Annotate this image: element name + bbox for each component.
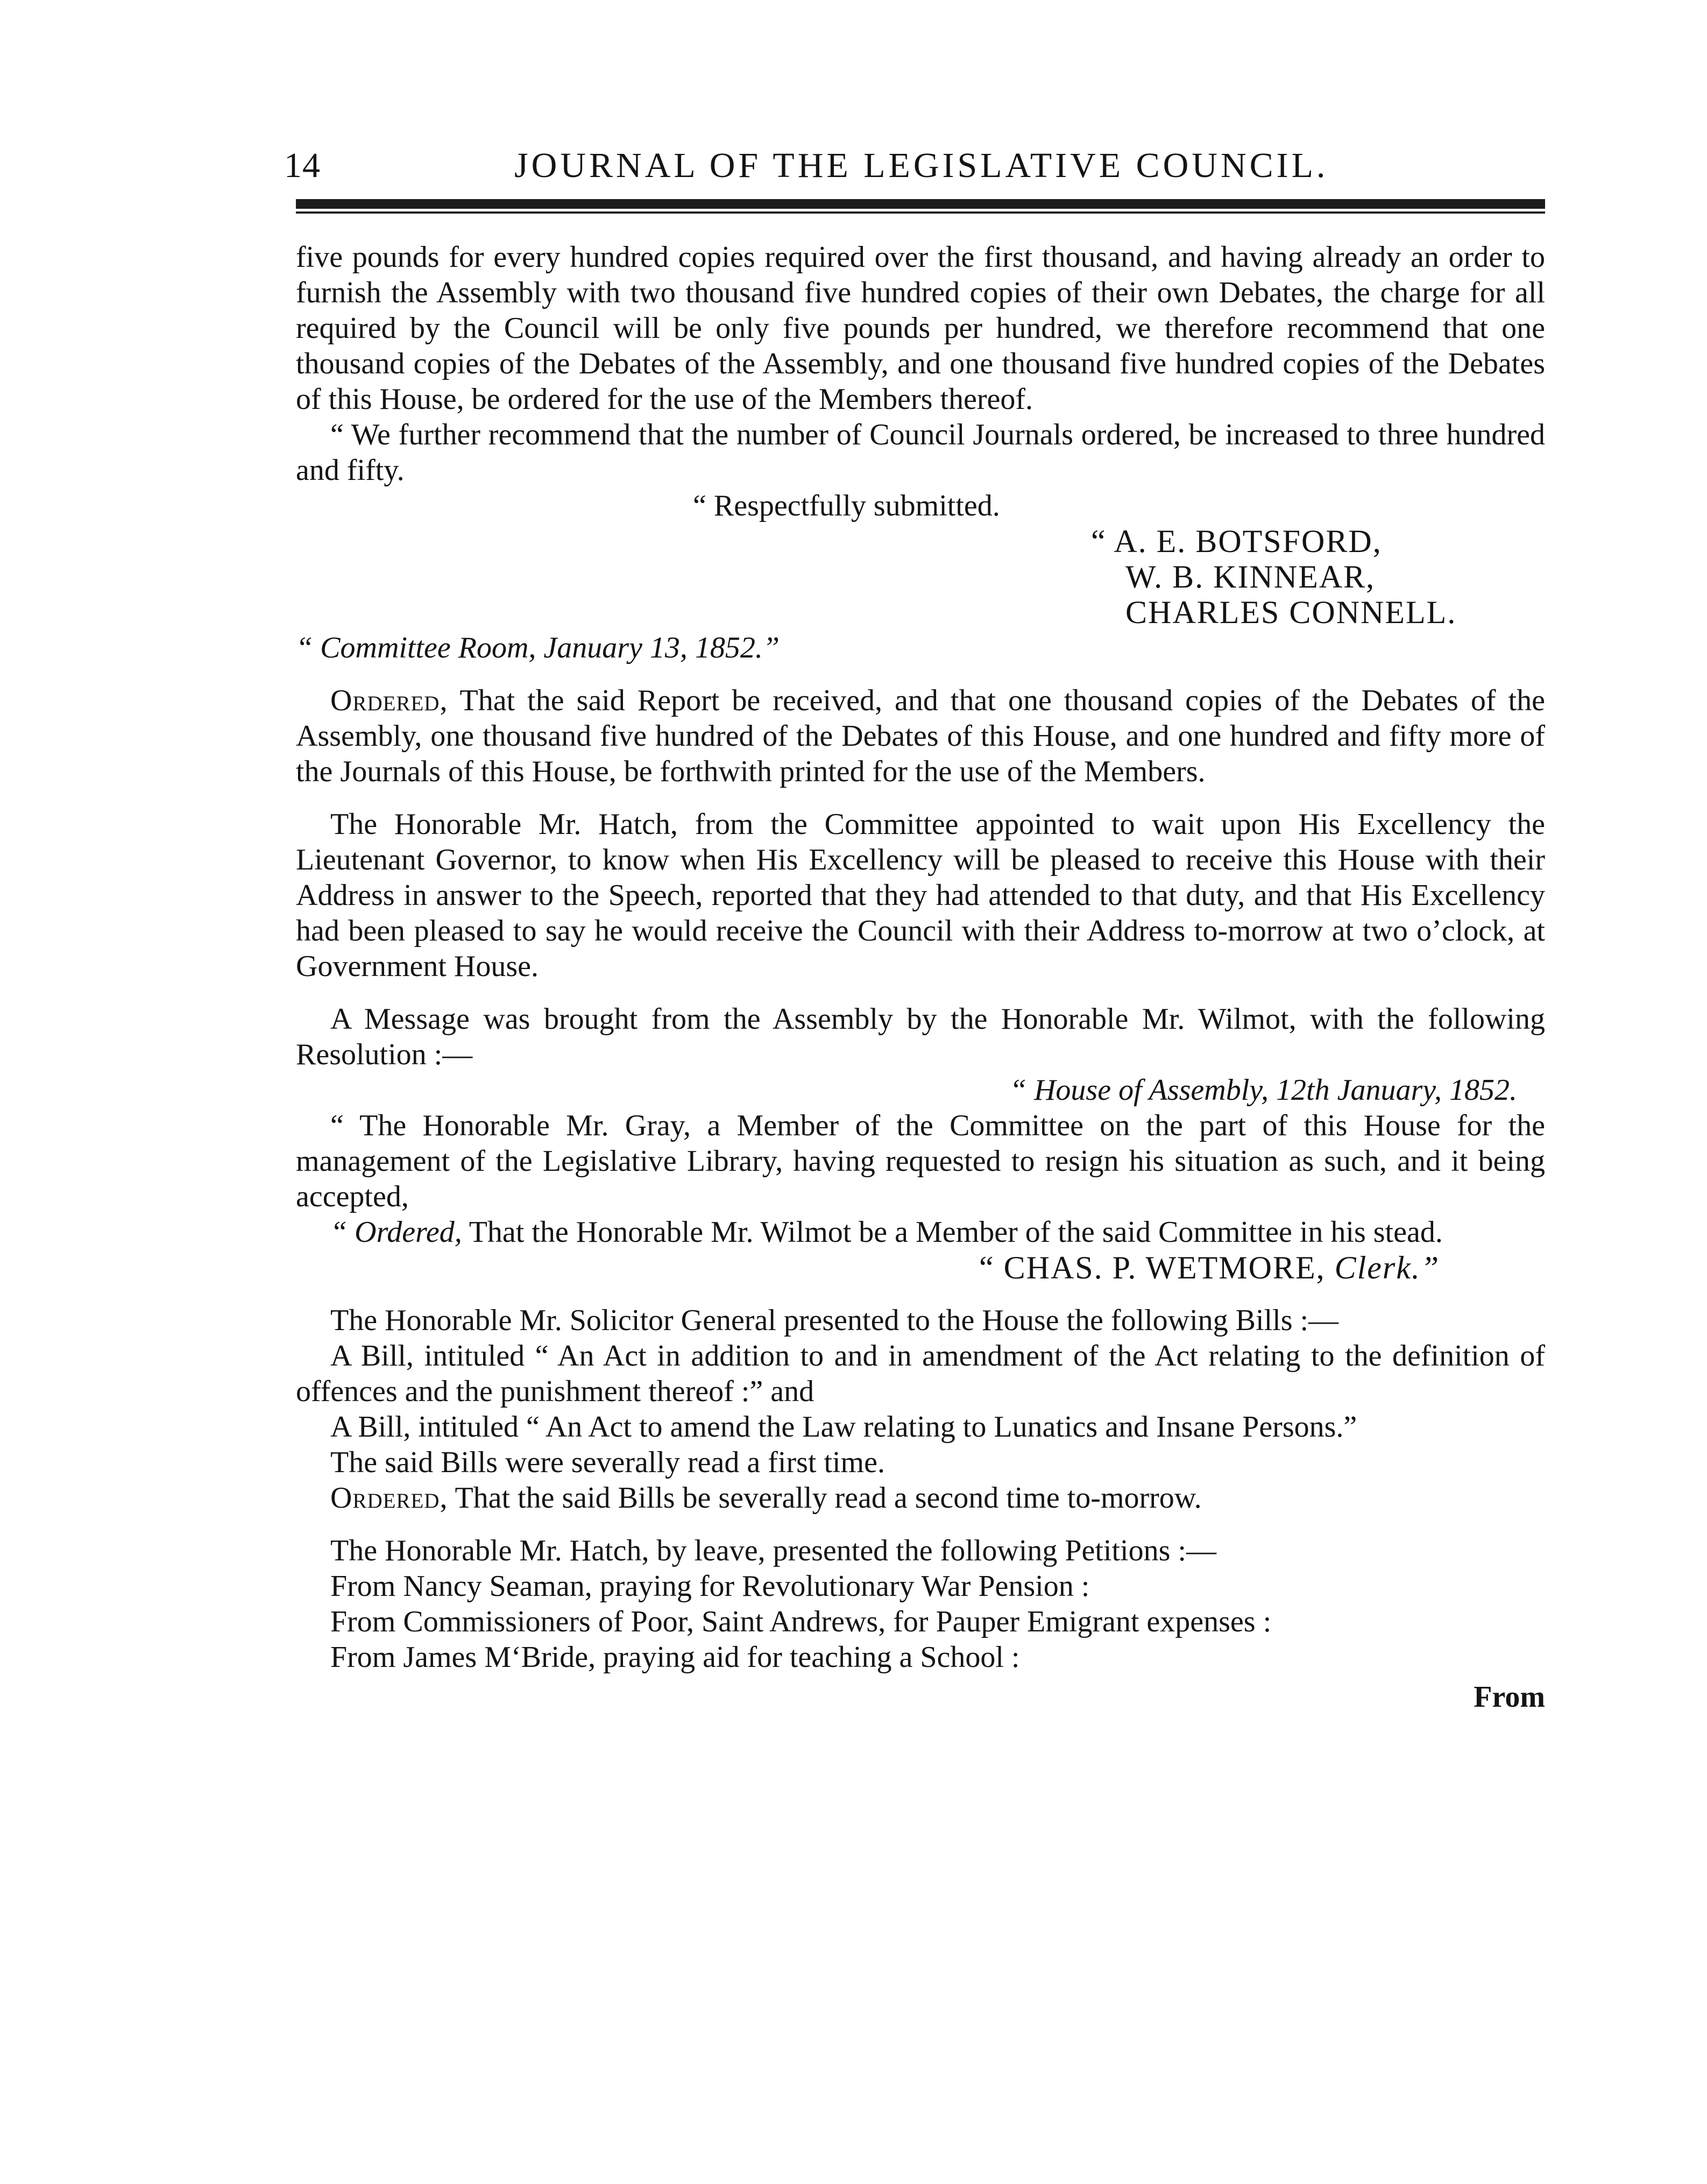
paragraph-ordered-second-reading: [296, 1480, 1545, 1516]
running-title: JOURNAL OF THE LEGISLATIVE COUNCIL.: [514, 146, 1329, 185]
house-of-assembly-date: “ House of Assembly, 12th January, 1852.: [1009, 1073, 1517, 1107]
committee-room-date: “ Committee Room, January 13, 1852.”: [296, 631, 780, 665]
paragraph-message-assembly: A Message was brought from the Assembly by the Honorable Mr. Wilmot, with the following Resolution :—: [296, 1002, 1545, 1071]
signatory-connell: CHARLES CONNELL.: [1125, 595, 1457, 630]
respectfully-submitted: “ Respectfully submitted.: [693, 489, 1000, 522]
paragraph-solicitor-general: The Honorable Mr. Solicitor General presented to the House the following Bills :—: [330, 1304, 1339, 1337]
catchword: From: [1474, 1680, 1545, 1714]
clerk-name: “ CHAS. P. WETMORE,: [979, 1250, 1326, 1285]
signatories-block: [296, 524, 1545, 630]
page-number: 14: [284, 146, 321, 185]
paragraph-hatch-petitions: The Honorable Mr. Hatch, by leave, presented the following Petitions :—: [330, 1534, 1216, 1567]
paragraph-bill-offences: A Bill, intituled “ An Act in addition to and in amendment of the Act relating to the definition of offences and the punishment thereof :” and: [296, 1339, 1545, 1408]
ordered-wilmot-text: That the Honorable Mr. Wilmot be a Member of the said Committee in his stead.: [462, 1215, 1443, 1249]
ordered-second-reading-text: That the said Bills be severally read a second time to-morrow.: [448, 1481, 1202, 1515]
signatory-kinnear: W. B. KINNEAR,: [1125, 559, 1376, 595]
ordered-label-2: Ordered,: [330, 1481, 448, 1515]
ordered-label: Ordered,: [330, 684, 448, 717]
paragraph-report-continued: five pounds for every hundred copies required over the first thousand, and having already an order to furnish the Assembly with two thousand five hundred copies of their own Debates, the charge for all required by the Council will be only five pounds per hundred, we therefore recommend that one thousand copies of the Debates of the Assembly, and one thousand five hundred copies of the Debates of this House, be ordered for the use of the Members thereof.: [296, 241, 1545, 416]
paragraph-further-recommend: “ We further recommend that the number of Council Journals ordered, be increased to three hundred and fifty.: [296, 418, 1545, 487]
ordered-italic-label: “ Ordered,: [330, 1215, 462, 1249]
journal-body: [296, 239, 1545, 1715]
petition-item: From Commissioners of Poor, Saint Andrews, for Pauper Emigrant expenses :: [330, 1605, 1272, 1638]
header-rule-thin: [296, 211, 1545, 214]
petition-item: From Nancy Seaman, praying for Revolutionary War Pension :: [330, 1570, 1090, 1603]
clerk-signature: [296, 1250, 1545, 1285]
header-rule-thick: [296, 199, 1545, 209]
petition-item: From James M‘Bride, praying aid for teaching a School :: [330, 1641, 1020, 1674]
paragraph-bill-lunatics: A Bill, intituled “ An Act to amend the Law relating to Lunatics and Insane Persons.”: [330, 1410, 1357, 1444]
paragraph-ordered-report: [296, 683, 1545, 789]
paragraph-gray-resignation: “ The Honorable Mr. Gray, a Member of the Committee on the part of this House for the management of the Legislative Library, having requested to resign his situation as such, and it being accepted,: [296, 1109, 1545, 1213]
paragraph-ordered-wilmot: [296, 1214, 1545, 1250]
clerk-title: Clerk.”: [1334, 1250, 1440, 1285]
ordered-report-text: That the said Report be received, and that one thousand copies of the Debates of the Assembly, one thousand five hundred of the Debates of this House, and one hundred and fifty more of the Journals of this House, be forthwith printed for the use of the Members.: [296, 684, 1545, 788]
paragraph-first-reading: The said Bills were severally read a first time.: [330, 1446, 885, 1479]
paragraph-hatch-committee: The Honorable Mr. Hatch, from the Committee appointed to wait upon His Excellency the Lieutenant Governor, to know when His Excellency will be pleased to receive this House with their Address in answer to the Speech, reported that they had attended to that duty, and that His Excellency had been pleased to say he would receive the Council with their Address to-morrow at two o’clock, at Government House.: [296, 808, 1545, 983]
signatory-botsford: “ A. E. BOTSFORD,: [1091, 524, 1382, 559]
